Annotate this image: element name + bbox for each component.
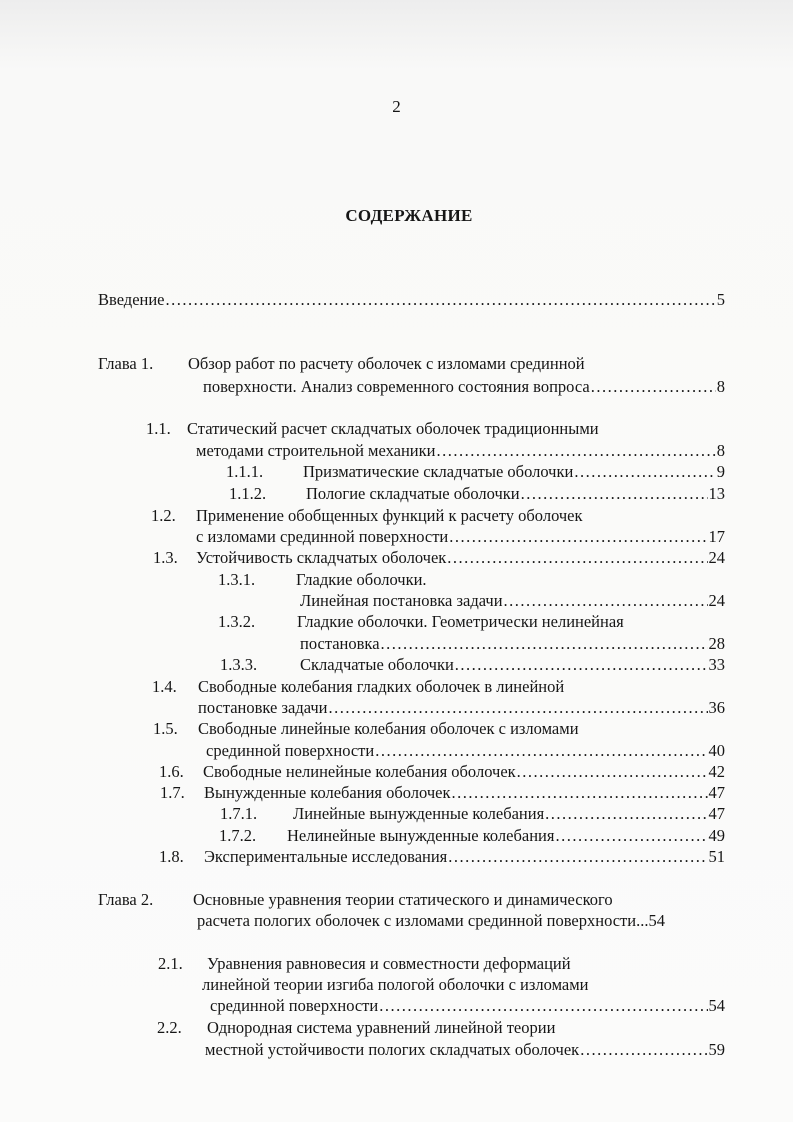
toc-page-number: 17 [708,527,725,546]
toc-page-number: 51 [708,847,725,866]
toc-page-number: 36 [708,698,725,717]
toc-page-number: 13 [708,484,725,503]
toc-page-number: 28 [708,634,725,653]
dot-leader [580,1040,707,1060]
subsection-number: 1.7.1. [220,804,258,823]
toc-entry-1-6 [203,762,725,782]
subsection-number: 1.3.1. [218,570,256,589]
toc-page-number: 47 [708,804,725,823]
toc-entry-1-7-2 [287,826,725,846]
subsection-number: 1.1.1. [226,462,264,481]
chapter-1-title-line1: Обзор работ по расчету оболочек с изломами срединной [188,354,585,373]
subsection-number: 1.7.2. [219,826,257,845]
section-title-line1: Статический расчет складчатых оболочек традиционными [187,419,599,438]
section-title-line2: срединной поверхности [206,741,375,760]
section-number: 2.1. [158,954,183,973]
toc-entry-1-5 [206,741,725,761]
section-number: 1.1. [146,419,171,438]
toc-entry-1-7-1 [293,804,725,824]
dot-leader [448,847,707,867]
section-number: 1.7. [160,783,185,802]
subsection-number: 1.3.3. [220,655,258,674]
dot-leader [555,826,707,846]
chapter-2-number: Глава 2. [98,890,154,909]
section-number: 1.4. [152,677,177,696]
toc-page-number: 8 [716,441,725,460]
section-title-line2: местной устойчивости пологих складчатых оболочек [205,1040,580,1059]
toc-page-number: 24 [708,591,725,610]
section-title-line1: Свободные линейные колебания оболочек с изломами [198,719,579,738]
dot-leader [381,634,708,654]
section-title: Вынужденные колебания оболочек [204,783,451,802]
dot-leader [329,698,708,718]
dot-leader [591,377,716,397]
subsection-title-line2: постановка [300,634,380,653]
dot-leader [521,484,708,504]
toc-entry-1-1-2 [306,484,725,504]
subsection-title: Призматические складчатые оболочки [303,462,574,481]
toc-page-number: 49 [708,826,725,845]
section-title: Свободные нелинейные колебания оболочек [203,762,516,781]
toc-entry-1-1-1 [303,462,725,482]
toc-page-number: 9 [716,462,725,481]
section-number: 1.2. [151,506,176,525]
section-title: Экспериментальные исследования [204,847,448,866]
dot-leader [447,548,707,568]
subsection-number: 1.1.2. [229,484,267,503]
toc-entry-label: Введение [98,290,165,309]
toc-page-number: 33 [708,655,725,674]
toc-entry-chapter-1 [203,377,725,397]
page-number: 2 [392,97,401,116]
section-title-line1: Однородная система уравнений линейной теории [207,1018,556,1037]
toc-entry-1-3 [196,548,725,568]
toc-entry-2-2 [205,1040,725,1060]
toc-page-number: 42 [708,762,725,781]
toc-entry-1-7 [204,783,725,803]
toc-entry-2-1 [210,996,725,1016]
section-number: 1.8. [159,847,184,866]
subsection-title-line1: Гладкие оболочки. [296,570,427,589]
dot-leader [375,741,707,761]
section-title: Устойчивость складчатых оболочек [196,548,447,567]
toc-page-number: 54 [708,996,725,1015]
subsection-title: Складчатые оболочки [300,655,454,674]
chapter-2-title-line1: Основные уравнения теории статического и динамического [193,890,613,909]
section-title-line1: Уравнения равновесия и совместности деформаций [207,954,571,973]
toc-entry-1-4 [198,698,725,718]
toc-entry-1-3-3 [300,655,725,675]
dot-leader [545,804,707,824]
dot-leader [436,441,715,461]
subsection-title-line2: Линейная постановка задачи [300,591,503,610]
toc-entry-1-3-1 [300,591,725,611]
chapter-1-number: Глава 1. [98,354,154,373]
toc-entry-1-8 [204,847,725,867]
dot-leader [166,290,716,310]
subsection-title-line1: Гладкие оболочки. Геометрически нелинейная [297,612,624,631]
section-title-line2: постановке задачи [198,698,328,717]
toc-page-number: 5 [716,290,725,309]
section-number: 2.2. [157,1018,182,1037]
subsection-title: Нелинейные вынужденные колебания [287,826,555,845]
dot-leader [517,762,708,782]
toc-page-number: 40 [708,741,725,760]
toc-page-number: 47 [708,783,725,802]
toc-entry-1-3-2 [300,634,725,654]
section-title-line2: с изломами срединной поверхности [196,527,449,546]
subsection-title: Линейные вынужденные колебания [293,804,545,823]
section-title-line1: Применение обобщенных функций к расчету оболочек [196,506,583,525]
toc-entry-1-1 [196,441,725,461]
section-title-line1: Свободные колебания гладких оболочек в линейной [198,677,565,696]
toc-page-number: 59 [708,1040,725,1059]
dot-leader [504,591,708,611]
subsection-title: Пологие складчатые оболочки [306,484,520,503]
section-number: 1.3. [153,548,178,567]
section-title-line3: срединной поверхности [210,996,379,1015]
section-number: 1.6. [159,762,184,781]
subsection-number: 1.3.2. [218,612,256,631]
section-number: 1.5. [153,719,178,738]
chapter-1-title-line2: поверхности. Анализ современного состояния вопроса [203,377,590,396]
toc-entry-intro [98,290,725,310]
dot-leader [455,655,708,675]
chapter-2-title-line2: расчета пологих оболочек с изломами срединной поверхности...54 [197,911,665,930]
dot-leader [452,783,708,803]
toc-page-number: 24 [708,548,725,567]
dot-leader [449,527,707,547]
toc-page-number: 8 [716,377,725,396]
toc-entry-1-2 [196,527,725,547]
page-title: СОДЕРЖАНИЕ [345,206,473,225]
dot-leader [574,462,715,482]
section-title-line2: линейной теории изгиба пологой оболочки с изломами [202,975,589,994]
dot-leader [379,996,707,1016]
section-title-line2: методами строительной механики [196,441,436,460]
